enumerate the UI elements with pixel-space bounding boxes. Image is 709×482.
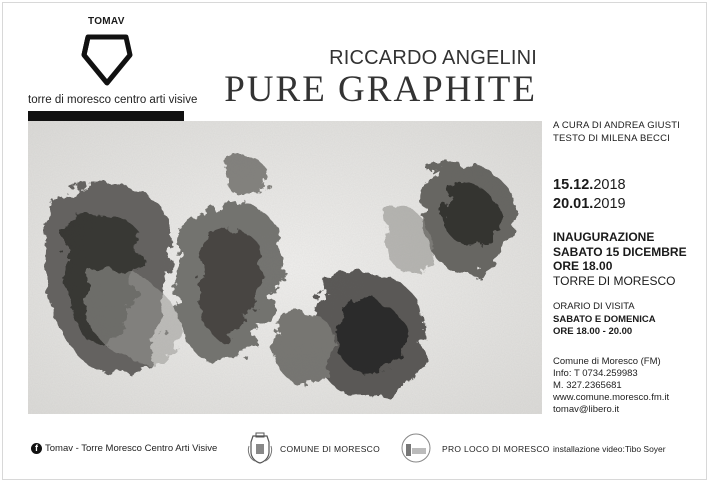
facebook-icon[interactable]: f <box>31 443 42 454</box>
video-credit: installazione video:Tibo Soyer <box>553 444 666 454</box>
start-date-year: 2018 <box>593 177 626 193</box>
contact-line-1: Comune di Moresco (FM) <box>553 356 661 367</box>
hours-days: SABATO E DOMENICA <box>553 313 656 325</box>
proloco-logo-icon <box>399 432 433 464</box>
contact-info <box>553 356 669 416</box>
graphite-artwork <box>28 121 542 414</box>
opening-heading: INAUGURAZIONE <box>553 230 655 244</box>
start-date-daymonth: 15.12. <box>553 177 594 193</box>
credits-block <box>553 119 680 145</box>
artist-name: RICCARDO ANGELINI <box>329 47 537 69</box>
artwork-image <box>28 121 542 414</box>
exhibition-dates <box>553 176 626 214</box>
comune-label: COMUNE DI MORESCO <box>280 444 381 454</box>
curator-line: A CURA DI ANDREA GIUSTI <box>553 120 681 131</box>
contact-line-2: Info: T 0734.259983 <box>553 368 638 379</box>
end-date-daymonth: 20.01. <box>553 196 594 212</box>
opening-info <box>553 230 687 288</box>
hours-time: ORE 18.00 - 20.00 <box>553 326 633 337</box>
start-date <box>553 176 626 195</box>
proloco-label: PRO LOCO DI MORESCO <box>442 444 550 454</box>
website-link[interactable]: www.comune.moresco.fm.it <box>553 392 670 403</box>
hours-label: ORARIO DI VISITA <box>553 301 635 312</box>
contact-line-3: M. 327.2365681 <box>553 380 622 391</box>
text-author-line: TESTO DI MILENA BECCI <box>553 133 670 144</box>
opening-place: TORRE DI MORESCO <box>553 273 676 288</box>
visiting-hours <box>553 301 656 339</box>
header-divider-bar <box>28 111 184 121</box>
opening-time: ORE 18.00 <box>553 259 613 273</box>
footer-bar <box>0 432 709 462</box>
opening-date: SABATO 15 DICEMBRE <box>553 244 687 259</box>
organization-name: torre di moresco centro arti visive <box>28 94 198 106</box>
tomav-shield-logo-icon <box>80 29 134 89</box>
exhibition-title: PURE GRAPHITE <box>224 69 537 110</box>
email-link[interactable]: tomav@libero.it <box>553 404 620 415</box>
facebook-page-label[interactable]: Tomav - Torre Moresco Centro Arti Visive <box>45 443 218 454</box>
end-date-year: 2019 <box>593 196 626 212</box>
end-date <box>553 195 626 214</box>
comune-crest-icon <box>247 432 273 464</box>
brand-name: TOMAV <box>88 16 125 27</box>
